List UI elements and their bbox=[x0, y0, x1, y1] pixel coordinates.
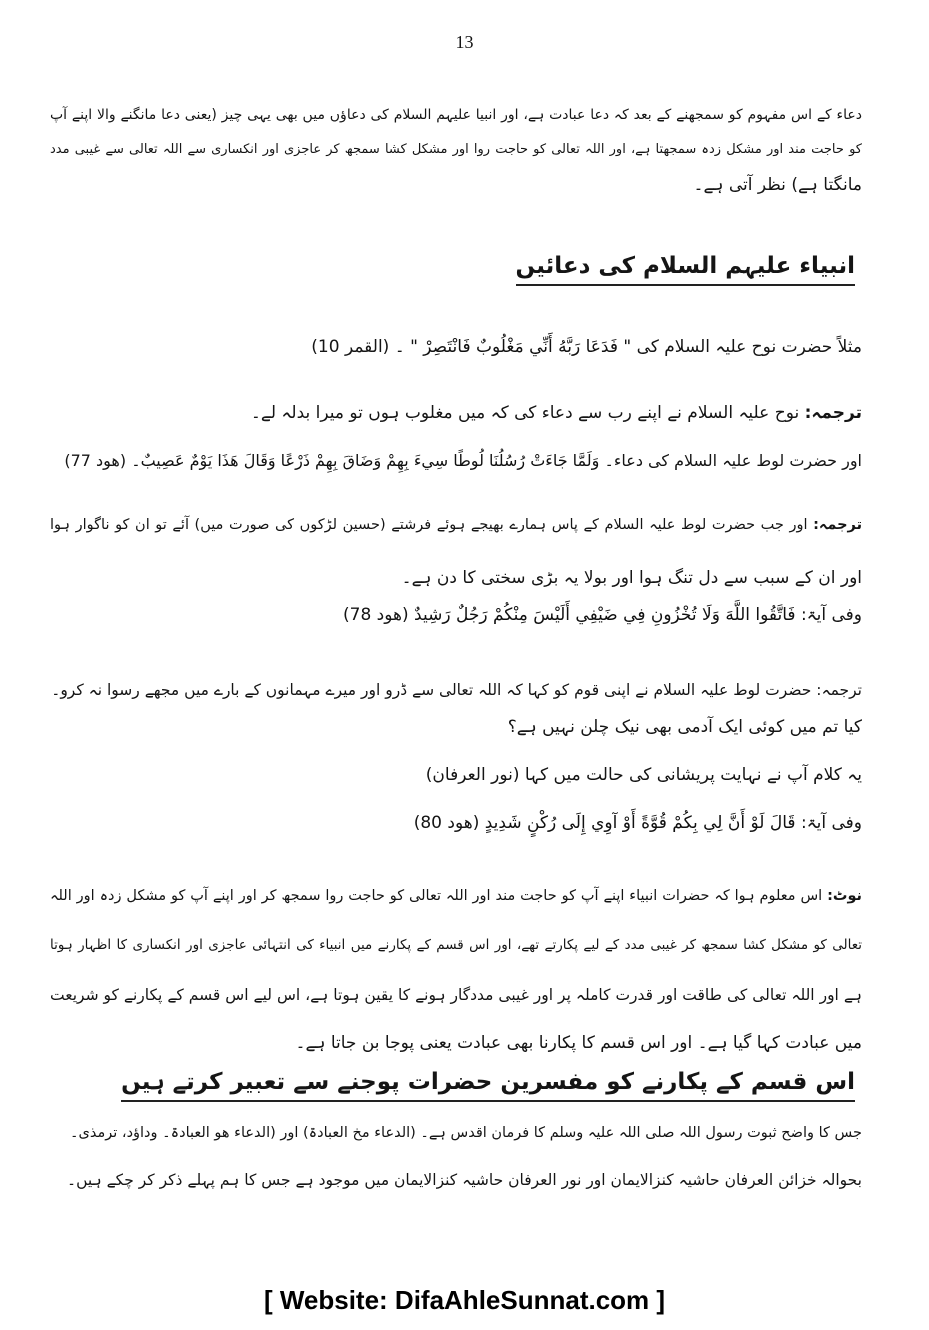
website-footer: [ Website: DifaAhleSunnat.com ] bbox=[263, 1285, 666, 1315]
translation-78-remark: یہ کلام آپ نے نہایت پریشانی کی حالت میں کہا (نور العرفان) bbox=[425, 765, 862, 785]
nuh-verse: " فَدَعَا رَبَّهُ أَنِّي مَغْلُوبٌ فَانْتَصِرْ " bbox=[410, 337, 632, 357]
nuh-translation-line bbox=[50, 398, 862, 428]
translation-label: ترجمہ: bbox=[813, 517, 863, 533]
intro-line-1: دعاء کے اس مفہوم کو سمجھنے کے بعد کہ دعا عبادت ہے، اور انبیا علیہم السلام کی دعاؤں میں بھی یہی چیز (یعنی دعا مانگنے والا اپنے آپ bbox=[50, 107, 862, 123]
lut-intro-text: اور حضرت لوط علیہ السلام کی دعاء۔ bbox=[604, 451, 862, 470]
lut-translation-text: اور جب حضرت لوط علیہ السلام کے پاس ہمارے بھیجے ہوئے فرشتے (حسین لڑکوں کی صورت میں) آئے تو ان کو ناگوار ہوا bbox=[50, 517, 808, 533]
lut-translation-line-1 bbox=[50, 510, 862, 540]
nuh-translation-text: نوح علیہ السلام نے اپنے رب سے دعاء کی کہ میں مغلوب ہوں تو میرا بدلہ لے۔ bbox=[250, 403, 800, 423]
translation-78-line-2: کیا تم میں کوئی ایک آدمی بھی نیک چلن نہیں ہے؟ bbox=[507, 717, 862, 737]
note-label: نوٹ: bbox=[827, 888, 862, 904]
note-line-3: ہے اور اللہ تعالی کی طاقت اور قدرت کاملہ پر اور غیبی مددگار ہونے کا یقین ہوتا ہے، اس لیے اس قسم کے پکارنے کو شریعت bbox=[50, 986, 862, 1004]
verse-80-line bbox=[50, 808, 862, 838]
note-line-4: میں عبادت کہا گیا ہے۔ اور اس قسم کا پکارنا بھی عبادت یعنی پوجا بن جاتا ہے۔ bbox=[295, 1033, 862, 1053]
nuh-prayer-line bbox=[50, 332, 862, 362]
proof-line: جس کا واضح ثبوت رسول اللہ صلی اللہ علیہ وسلم کا فرمان اقدس ہے۔ (الدعاء مخ العبادۃ) اور (الدعاء ھو العبادۃ۔ وداؤد، ترمذی۔ bbox=[70, 1125, 862, 1141]
section-heading-mufassirin: اس قسم کے پکارنے کو مفسرین حضرات پوجنے سے تعبیر کرتے ہیں bbox=[121, 1066, 855, 1102]
verse-80-prefix: وفی آیۃ: bbox=[800, 813, 862, 833]
note-line-2: تعالی کو مشکل کشا سمجھ کر غیبی مدد کے لیے پکارتے تھے، اور اس قسم کے پکارنے میں انبیاء کی انتہائی عاجزی اور انکساری کا اظہار ہوتا bbox=[50, 937, 862, 953]
lut-translation-line-2: اور ان کے سبب سے دل تنگ ہوا اور بولا یہ بڑی سختی کا دن ہے۔ bbox=[401, 568, 862, 588]
verse-78-text: فَاتَّقُوا اللَّهَ وَلَا تُخْزُونِ فِي ضَيْفِي أَلَيْسَ مِنْكُمْ رَجُلٌ رَشِيدٌ bbox=[414, 605, 796, 625]
verse-78-prefix: وفی آیۃ: bbox=[800, 605, 862, 625]
verse-78-line bbox=[50, 600, 862, 630]
nuh-intro-text: مثلاً حضرت نوح علیہ السلام کی bbox=[636, 337, 862, 357]
translation-label: ترجمہ: bbox=[804, 403, 862, 423]
verse-78-reference: (ھود 78) bbox=[343, 605, 409, 625]
verse-80-reference: (ھود 80) bbox=[413, 813, 480, 833]
note-text: اس معلوم ہوا کہ حضرات انبیاء اپنے آپ کو حاجت مند اور اللہ تعالی کو حاجت روا سمجھ کر اور اپنے آپ کو مشکل زدہ اور اللہ bbox=[50, 888, 823, 904]
note-line-1 bbox=[50, 881, 862, 911]
translation-78-line-1: ترجمہ: حضرت لوط علیہ السلام نے اپنی قوم کو کہا کہ اللہ تعالی سے ڈرو اور میرے مہمانوں کے بارے میں مجھے رسوا نہ کرو۔ bbox=[51, 681, 862, 699]
verse-80-text: قَالَ لَوْ أَنَّ لِي بِكُمْ قُوَّةً أَوْ آوِي إِلَى رُكْنٍ شَدِيدٍ bbox=[484, 813, 796, 833]
lut-verse: وَلَمَّا جَاءَتْ رُسُلُنَا لُوطًا سِيءَ بِهِمْ وَضَاقَ بِهِمْ ذَرْعًا وَقَالَ هَذَا يَوْمٌ عَصِيبٌ۔ bbox=[131, 451, 600, 470]
section-heading-prophets-prayers: انبیاء علیہم السلام کی دعائیں bbox=[516, 250, 856, 286]
nuh-reference: ۔ (القمر 10) bbox=[311, 337, 405, 357]
reference-line: بحوالہ خزائن العرفان حاشیہ کنزالایمان اور نور العرفان حاشیہ کنزالایمان میں موجود ہے جس کا ہم پہلے ذکر کر چکے ہیں۔ bbox=[67, 1171, 862, 1189]
intro-line-3: مانگتا ہے) نظر آتی ہے۔ bbox=[693, 175, 862, 195]
lut-prayer-line bbox=[50, 446, 862, 476]
page-number: 13 bbox=[455, 32, 474, 52]
lut-reference: (ھود 77) bbox=[64, 451, 127, 470]
intro-line-2: کو حاجت مند اور مشکل زدہ سمجھتا ہے، اور اللہ تعالی کو حاجت روا اور مشکل کشا سمجھ کر عاجزی اور انکساری سے اللہ تعالی سے غیبی مدد bbox=[50, 142, 862, 157]
